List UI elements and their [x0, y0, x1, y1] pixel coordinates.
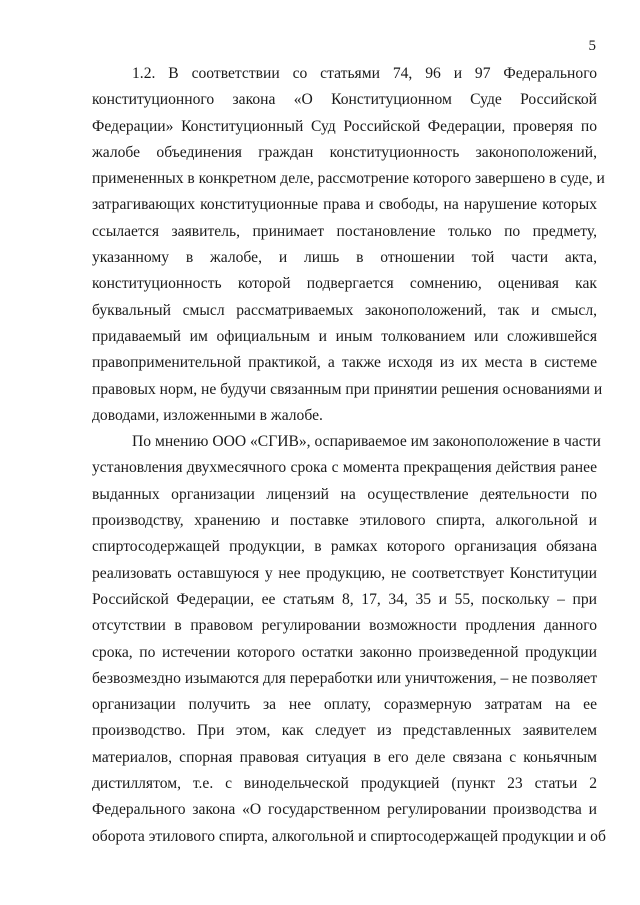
document-body — [92, 61, 606, 850]
text-line: Федерации» Конституционный Суд Российской Федерации, проверяя по — [92, 117, 597, 135]
text-line: конституционность которой подвергается сомнению, оценивая как — [92, 275, 597, 293]
text-line: По мнению ООО «СГИВ», оспариваемое им законоположение в части — [132, 433, 601, 451]
text-line: указанному в жалобе, и лишь в отношении той части акта, — [92, 249, 597, 267]
text-line: ссылается заявитель, принимает постановление только по предмету, — [92, 222, 597, 240]
text-line: безвозмездно изымаются для переработки или уничтожения, – не позволяет — [92, 669, 598, 687]
text-line: материалов, спорная правовая ситуация в его деле связана с коньячным — [92, 748, 597, 766]
text-line: доводами, изложенными в жалобе. — [92, 406, 323, 424]
paragraph-applicant-position — [92, 429, 606, 850]
text-line: выданных организации лицензий на осуществление деятельности по — [92, 485, 597, 503]
text-line: производство. При этом, как следует из представленных заявителем — [92, 722, 597, 740]
text-line: отсутствии в правовом регулировании возможности продления данного — [92, 617, 597, 635]
text-line: правоприменительной практикой, а также исходя из их места в системе — [92, 354, 597, 372]
page-number: 5 — [588, 38, 596, 54]
text-line: буквальный смысл рассматриваемых законоположений, так и смысл, — [92, 301, 597, 319]
paragraph-1-2 — [92, 61, 605, 429]
text-line: производству, хранению и поставке этилового спирта, алкогольной и — [92, 512, 597, 530]
text-line: организации получить за нее оплату, соразмерную затратам на ее — [92, 696, 597, 714]
text-line: затрагивающих конституционные права и свободы, на нарушение которых — [92, 196, 597, 214]
text-line: срока, по истечении которого остатки законно произведенной продукции — [92, 643, 597, 661]
text-line: Федерального закона «О государственном регулировании производства и — [92, 801, 597, 819]
text-line: 1.2. В соответствии со статьями 74, 96 и 97 Федерального — [132, 65, 597, 82]
text-line: придаваемый им официальным и иным толкованием или сложившейся — [92, 327, 597, 345]
text-line: дистиллятом, т.е. с винодельческой продукцией (пункт 23 статьи 2 — [92, 775, 597, 793]
text-line: реализовать оставшуюся у нее продукцию, не соответствует Конституции — [92, 564, 597, 582]
text-line: Российской Федерации, ее статьям 8, 17, 34, 35 и 55, поскольку – при — [92, 590, 597, 608]
text-line: примененных в конкретном деле, рассмотрение которого завершено в суде, и — [92, 170, 605, 188]
text-line: оборота этилового спирта, алкогольной и спиртосодержащей продукции и об — [92, 827, 606, 845]
text-line: спиртосодержащей продукции, в рамках которого организация обязана — [92, 538, 597, 556]
text-line: правовых норм, не будучи связанным при принятии решения основаниями и — [92, 380, 603, 398]
text-line: конституционного закона «О Конституционном Суде Российской — [92, 91, 597, 109]
text-line: установления двухмесячного срока с момента прекращения действия ранее — [92, 459, 597, 477]
text-line: жалобе объединения граждан конституционность законоположений, — [92, 143, 597, 161]
